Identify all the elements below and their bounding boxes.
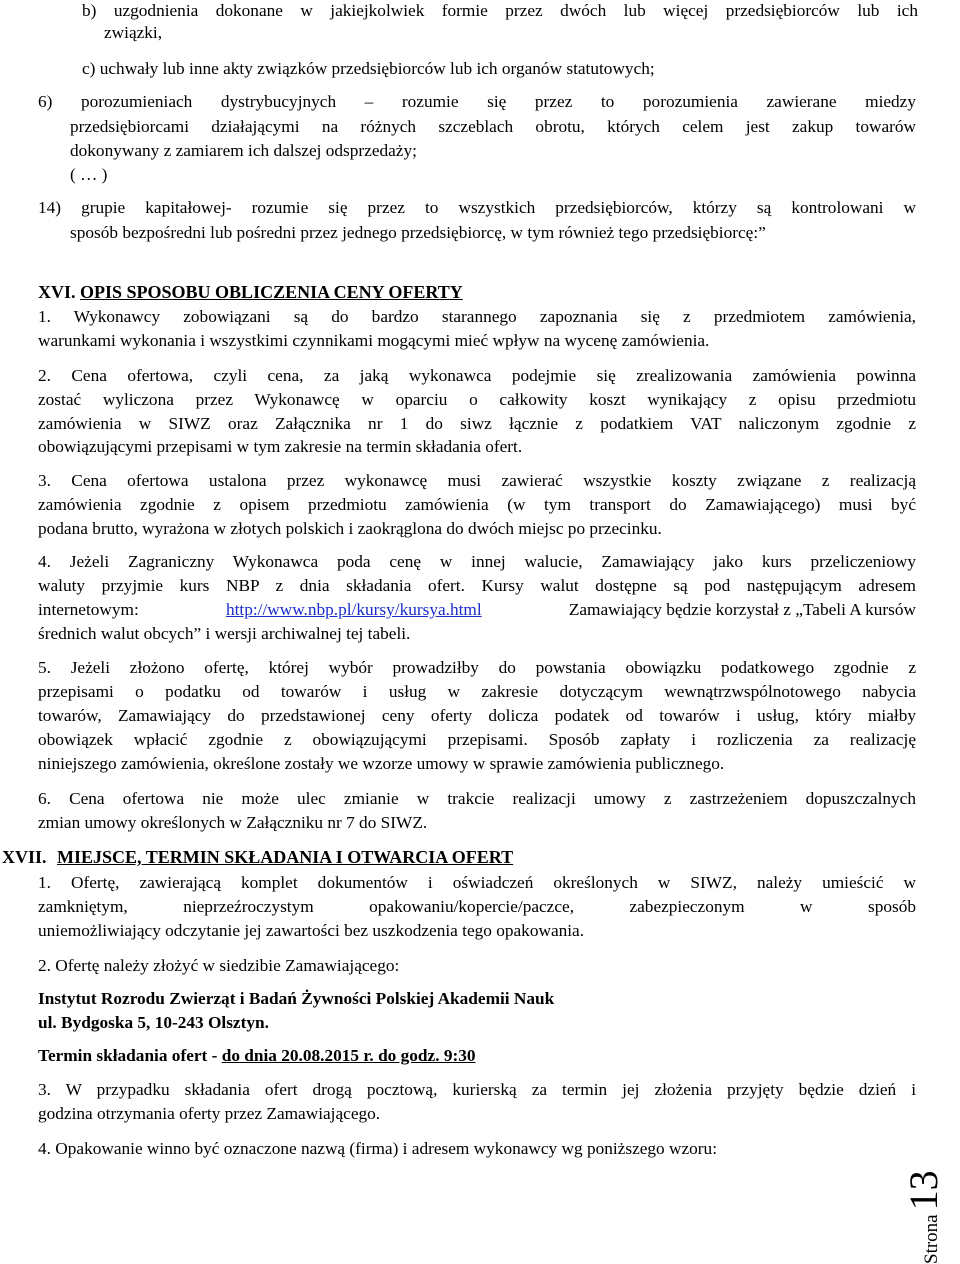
- section-xvi-title: OPIS SPOSOBU OBLICZENIA CENY OFERTY: [80, 282, 463, 302]
- xvii-p1-line3: uniemożliwiający odczytanie jej zawartości bez uszkodzenia tego opakowania.: [38, 921, 585, 940]
- xvi-p5-line5: niniejszego zamówienia, określone zostały we wzorze umowy w sprawie zamówienia publicznego.: [38, 754, 725, 773]
- xvi-p4-line1: 4. Jeżeli Zagraniczny Wykonawca poda cenę w innej walucie, Zamawiający jako kurs przeliczeniowy: [38, 552, 916, 571]
- list-item-6-line1: 6) porozumieniach dystrybucyjnych – rozumie się przez to porozumienia zawierane miedzy: [38, 92, 916, 111]
- xvi-p2-line1: 2. Cena ofertowa, czyli cena, za jaką wykonawca podejmie się zrealizowania zamówienia powinna: [38, 366, 916, 385]
- list-item-b-line1: b) uzgodnienia dokonane w jakiejkolwiek formie przez dwóch lub więcej przedsiębiorców lub ich: [82, 1, 918, 20]
- xvii-p3-line2: godzina otrzymania oferty przez Zamawiającego.: [38, 1104, 381, 1123]
- xvi-p3-line1: 3. Cena ofertowa ustalona przez wykonawcę musi zawierać wszystkie koszty związane z realizacją: [38, 471, 916, 490]
- deadline-line: [38, 1045, 476, 1067]
- nbp-exchange-rate-link[interactable]: http://www.nbp.pl/kursy/kursya.html: [225, 600, 482, 619]
- xvi-p4-line2: waluty przyjmie kurs NBP z dnia składania ofert. Kursy walut dostępne są pod następującym adresem: [38, 576, 916, 595]
- list-item-6-line3: dokonywany z zamiarem ich dalszej odsprzedaży;: [70, 141, 417, 160]
- xvi-p4-line3: [38, 599, 916, 621]
- xvi-p1-line2: warunkami wykonania i wszystkimi czynnikami mogącymi mieć wpływ na wycenę zamówienia.: [38, 331, 710, 350]
- xvii-p3-line1: 3. W przypadku składania ofert drogą pocztową, kurierską za termin jej złożenia przyjęty będzie dzień i: [38, 1080, 916, 1099]
- xvi-p4-line4: średnich walut obcych” i wersji archiwalnej tej tabeli.: [38, 624, 411, 643]
- xvi-p5-line4: obowiązek wpłacić zgodnie z obowiązującymi przepisami. Sposób zapłaty i rozliczenia za realizację: [38, 730, 916, 749]
- section-xvii-heading: [2, 846, 513, 868]
- institution-name: Instytut Rozrodu Zwierząt i Badań Żywności Polskiej Akademii Nauk: [38, 989, 555, 1008]
- xvii-p4: 4. Opakowanie winno być oznaczone nazwą (firma) i adresem wykonawcy wg poniższego wzoru:: [38, 1139, 717, 1158]
- ellipsis-marker: ( … ): [70, 165, 108, 184]
- xvi-p6-line2: zmian umowy określonych w Załączniku nr 7 do SIWZ.: [38, 813, 428, 832]
- list-item-6-line2: przedsiębiorcami działającymi na różnych szczeblach obrotu, których celem jest zakup towarów: [70, 117, 916, 136]
- page-number: 13: [901, 1170, 946, 1211]
- xvi-p6-line1: 6. Cena ofertowa nie może ulec zmianie w trakcie realizacji umowy z zastrzeżeniem dopuszczalnych: [38, 789, 916, 808]
- section-xvii-title: MIEJSCE, TERMIN SKŁADANIA I OTWARCIA OFERT: [57, 847, 514, 867]
- xvi-p2-line4: obowiązującymi przepisami w tym zakresie na termin składania ofert.: [38, 437, 523, 456]
- deadline-label: Termin składania ofert -: [38, 1046, 222, 1065]
- list-item-14-line2: sposób bezpośredni lub pośredni przez jednego przedsiębiorcę, w tym również tego przedsiębiorcę:”: [70, 223, 766, 242]
- xvi-p2-line2: zostać wyliczona przez Wykonawcę w oparciu o całkowity koszt wynikający z opisu przedmiotu: [38, 390, 916, 409]
- institution-address: ul. Bydgoska 5, 10-243 Olsztyn.: [38, 1013, 269, 1032]
- xvi-p4-line3-post: Zamawiający będzie korzystał z „Tabeli A kursów: [568, 600, 916, 619]
- xvi-p4-line3-pre: internetowym:: [38, 600, 139, 619]
- xvi-p3-line2: zamówienia zgodnie z opisem przedmiotu zamówienia (w tym transport do Zamawiającego) musi być: [38, 495, 916, 514]
- xvi-p1-line1: 1. Wykonawcy zobowiązani są do bardzo starannego zapoznania się z przedmiotem zamówienia,: [38, 307, 916, 326]
- section-xvi-heading: [38, 281, 463, 303]
- section-xvii-number: XVII.: [2, 847, 47, 867]
- xvii-p1-line1: 1. Ofertę, zawierającą komplet dokumentów i oświadczeń określonych w SIWZ, należy umieścić w: [38, 873, 916, 892]
- section-xvi-number: XVI.: [38, 282, 76, 302]
- xvi-p5-line2: przepisami o podatku od towarów i usług w zakresie dotyczącym wewnątrzwspólnotowego nabycia: [38, 682, 916, 701]
- list-item-c: c) uchwały lub inne akty związków przedsiębiorców lub ich organów statutowych;: [82, 59, 655, 78]
- xvi-p2-line3: zamówienia w SIWZ oraz Załącznika nr 1 do siwz łącznie z podatkiem VAT naliczonym zgodnie z: [38, 414, 916, 433]
- page-word: Strona: [921, 1214, 942, 1264]
- deadline-value: do dnia 20.08.2015 r. do godz. 9:30: [221, 1046, 476, 1065]
- xvi-p3-line3: podana brutto, wyrażona w złotych polskich i zaokrąglona do dwóch miejsc po przecinku.: [38, 519, 662, 538]
- list-item-14-line1: 14) grupie kapitałowej- rozumie się przez to wszystkich przedsiębiorców, którzy są kontrolowani w: [38, 198, 916, 217]
- page-footer: [900, 1160, 960, 1264]
- xvi-p5-line1: 5. Jeżeli złożono ofertę, której wybór prowadziłby do powstania obowiązku podatkowego zgodnie z: [38, 658, 916, 677]
- xvii-p2: 2. Ofertę należy złożyć w siedzibie Zamawiającego:: [38, 956, 400, 975]
- list-item-b-line2: związki,: [104, 23, 163, 42]
- xvi-p5-line3: towarów, Zamawiający do przedstawionej ceny oferty dolicza podatek od towarów i usług, który miałby: [38, 706, 916, 725]
- xvii-p1-line2: zamkniętym, nieprzeźroczystym opakowaniu/kopercie/paczce, zabezpieczonym w sposób: [38, 897, 916, 916]
